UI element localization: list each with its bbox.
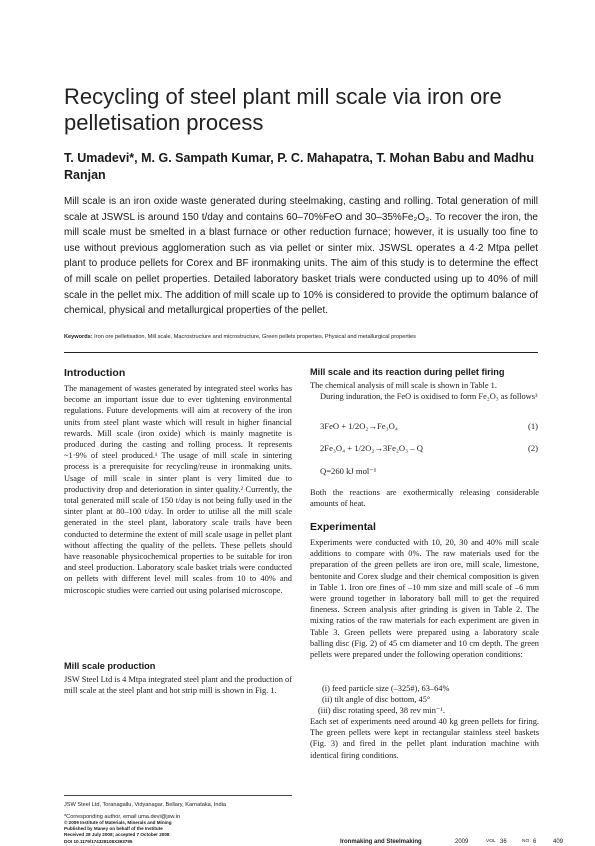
equation-3: Q=260 kJ mol⁻¹ [320, 466, 377, 476]
keywords-label: Keywords: [64, 334, 93, 340]
corresponding-author-note: *Corresponding author, email uma.devi@jsw.in [64, 814, 181, 820]
footer-year: 2009 [455, 839, 469, 845]
experimental-text-2: Each set of experiments need around 40 kg green pellets for firing. The green pellets were kept in rectangular stainless steel baskets (Fig. 3) and fired in the pellet plant induration machine with identical firing conditions. [310, 717, 539, 760]
experimental-heading: Experimental [310, 521, 376, 533]
reaction-text-1: The chemical analysis of mill scale is shown in Table 1. [310, 381, 497, 390]
mill-scale-production-heading: Mill scale production [64, 661, 156, 671]
footer-issue: 6 [533, 839, 537, 845]
publisher-line: Published by Maney on behalf of the Institute [64, 826, 163, 832]
introduction-heading: Introduction [64, 367, 126, 379]
mill-scale-production-text: JSW Steel Ltd is 4 Mtpa integrated steel plant and the production of mill scale at the steel plant and hot strip mill is shown in Fig. 1. [64, 675, 292, 696]
copyright-line: © 2009 Institute of Materials, Minerals and Mining [64, 820, 172, 825]
keywords [64, 333, 544, 341]
copyright-block [64, 820, 304, 845]
received-line: Received 28 July 2008; accepted 7 October 2008 [64, 832, 170, 838]
journal-name: Ironmaking and Steelmaking [340, 839, 422, 845]
condition-item-2: (ii) tilt angle of disc bottom, 45° [322, 695, 431, 704]
doi-line: DOI 10.1179/174328108X393795 [64, 838, 133, 844]
author-list: T. Umadevi*, M. G. Sampath Kumar, P. C. Mahapatra, T. Mohan Babu and Madhu Ranjan [64, 151, 534, 182]
reaction-heading: Mill scale and its reaction during pellet firing [310, 367, 505, 377]
reaction-text-2: During induration, the FeO is oxidised to form Fe₂O₃ as follows³ [320, 392, 538, 401]
affiliation-note: JSW Steel Ltd, Toranagallu, Vidyanagar, Bellary, Karnataka, India [64, 802, 227, 808]
equation-1: 3FeO + 1/2O₂→Fe₃O₄ [320, 421, 398, 431]
keywords-text: Iron ore pelletisation, Mill scale, Macrostructure and microstructure, Green pellets properties, Physical and metallurgical properties [94, 334, 416, 340]
footnote-divider [64, 795, 292, 796]
introduction-text: The management of wastes generated by integrated steel works has become an important issue due to ever tightening environmental regulations. Future developments will aim at recovery of the iron units from steel plant waste which will result in higher financial rewards. Mill scale (iron oxide) which is mainly magnetite is produced during the casting and rolling process. It represents ~1·9% of steel produced.¹ The usage of mill scale in sintering process is a prerequisite for recycling/reuse in ironmaking units. Usage of mill scale in sinter plant is very limited due to productivity drop and deterioration in sinter quality.² Currently, the total generated mill scale of 150 t/day is not being fully used in the sinter plant at 80–100 t/day. In order to utilise all the mill scale generated in the steel plant, laboratory scale trails have been conducted to determine the extent of mill scale usage in pellet plant without affecting the quality of the pellets. These pellets should have reasonable physicochemical properties to be suitable for iron and steel production. Laboratory scale basket trials were conducted on pellets with different level mill scales from 10 to 40% and microscopic studies were carried out using polarised microscope. [64, 384, 292, 595]
footer-no-label: NO [522, 839, 530, 844]
equation-2: 2Fe₃O₄ + 1/2O₂→3Fe₂O₃ – Q [320, 443, 423, 453]
header-divider [64, 352, 538, 353]
experimental-text-1: Experiments were conducted with 10, 20, 30 and 40% mill scale additions to compare with 0%. The raw materials used for the preparation of the green pellets are iron ore, mill scale, limestone, bentonite and Corex sludge and their chemical composition is given in Table 1. Iron ore fines of –10 mm size and mill scale of –6 mm were ground together in laboratory ball mill to get the required fineness. Screen analysis after grinding is given in Table 2. The mixing ratios of the raw materials for each experiment are given in Table 3. Green pellets were prepared using a laboratory scale balling disc (Fig. 2) of 45 cm diameter and 10 cm depth. The green pellets were prepared under the following operation conditions: [310, 538, 539, 660]
condition-item-1: (i) feed particle size (–325#), 63–64% [322, 684, 450, 693]
equation-1-number: (1) [527, 421, 538, 431]
article-title: Recycling of steel plant mill scale via iron ore pelletisation process [64, 84, 502, 135]
footer-volume: 36 [500, 839, 507, 845]
equation-2-number: (2) [527, 443, 538, 453]
reaction-text-3: Both the reactions are exothermically releasing considerable amounts of heat. [310, 488, 539, 509]
footer-vol-label: VOL [486, 839, 496, 844]
abstract: Mill scale is an iron oxide waste generated during steelmaking, casting and rolling. Total generation of mill scale at JSWSL is around 150 t/day and contains 60–70%FeO and 30–35%Fe₂O₃. To recover the iron, the mill scale must be smelted in a blast furnace or other reduction furnace; however, it is usually too fine to use without previous agglomeration such as via pellet or sinter mix. JSWSL operates a 4·2 Mtpa pellet plant to produce pellets for Corex and BF ironmaking units. The aim of this study is to determine the effect of mill scale on pellet properties. Detailed laboratory basket trials were conducted using up to 40% of mill scale in the pellet mix. The addition of mill scale up to 10% is considered to provide the optimum balance of chemical, physical and metallurgical properties of the pellet. [64, 196, 538, 317]
page-number: 409 [553, 839, 564, 845]
condition-item-3: (iii) disc rotating speed, 38 rev min⁻¹. [318, 706, 445, 715]
